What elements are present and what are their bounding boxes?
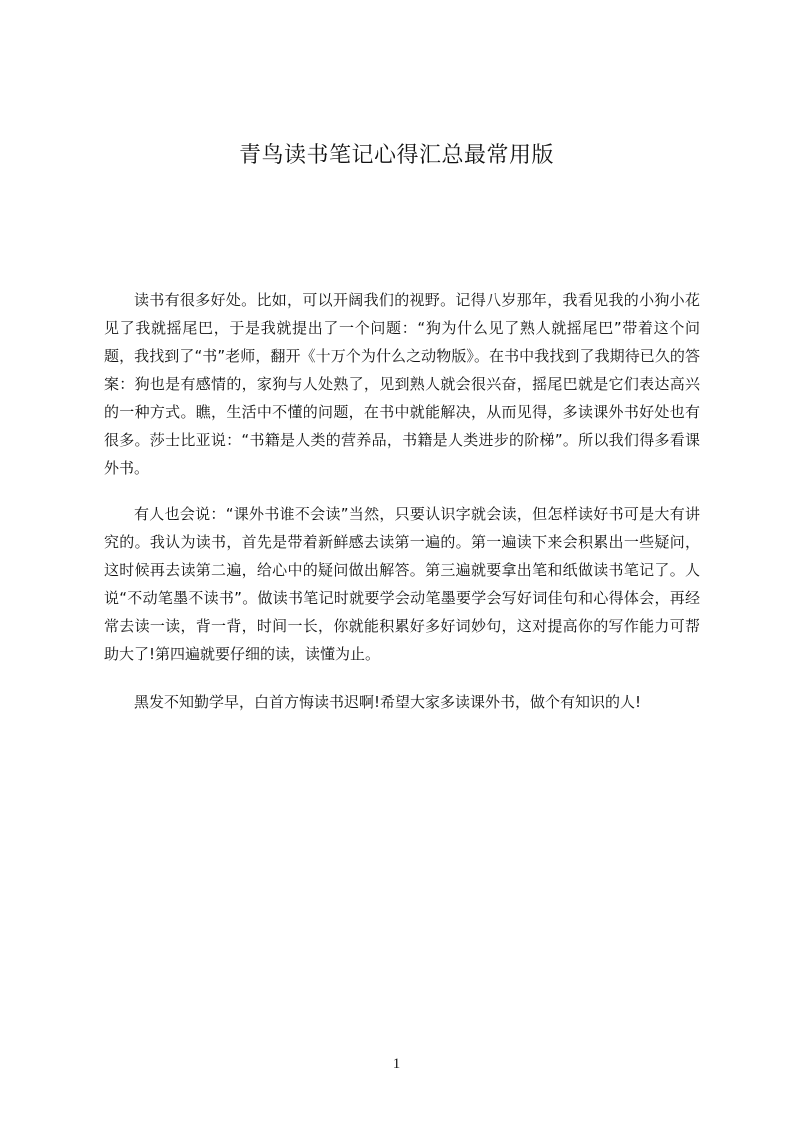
paragraph-conclusion: 黑发不知勤学早，白首方悔读书迟啊!希望大家多读课外书，做个有知识的人!: [134, 693, 642, 711]
paragraph-how-to-read: 有人也会说：“课外书谁不会读”当然，只要认识字就会读，但怎样读好书可是大有讲究的。我认为读书，首先是带着新鲜感去读第一遍的。第一遍读下来会积累出一些疑问，这时候再去读第二遍，给心中的疑问做出解答。第三遍就要拿出笔和纸做读书笔记了。人说“不动笔墨不读书”。做读书笔记时就要学会动笔墨要学会写好词佳句和心得体会，再经常去读一读，背一背，时间一长，你就能积累好多好词妙句，这对提高你的写作能力可帮助大了!第四遍就要仔细的读，读懂为止。: [104, 505, 700, 663]
paragraph-benefits-of-reading: 读书有很多好处。比如，可以开阔我们的视野。记得八岁那年，我看见我的小狗小花见了我就摇尾巴，于是我就提出了一个问题：“狗为什么见了熟人就摇尾巴”带着这个问题，我找到了“书”老师，翻开《十万个为什么之动物版》。在书中我找到了我期待已久的答案：狗也是有感情的，家狗与人处熟了，见到熟人就会很兴奋，摇尾巴就是它们表达高兴的一种方式。瞧，生活中不懂的问题，在书中就能解决，从而见得，多读课外书好处也有很多。莎士比亚说：“书籍是人类的营养品，书籍是人类进步的阶梯”。所以我们得多看课外书。: [104, 291, 700, 477]
page-number: 1: [392, 1056, 401, 1072]
document-title: 青鸟读书笔记心得汇总最常用版: [238, 143, 554, 168]
